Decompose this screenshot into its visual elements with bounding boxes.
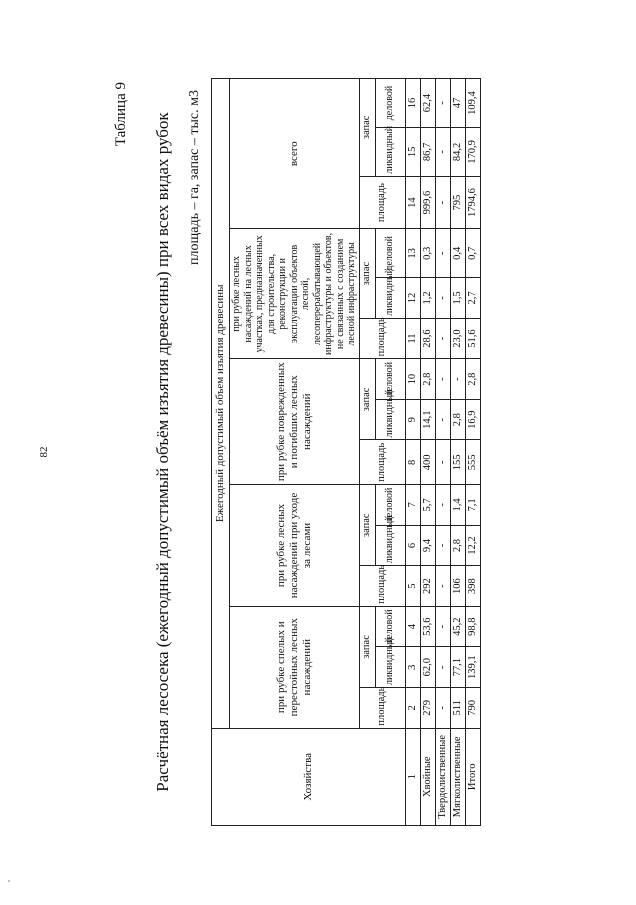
- table-cell: 555: [465, 440, 480, 485]
- table-cell: 279: [420, 688, 435, 729]
- column-number: 2: [405, 688, 420, 729]
- table-cell: -: [435, 606, 450, 647]
- header-group-mature: при рубке спелых и перестойных лесных насаждений: [230, 606, 360, 728]
- table-cell: 16,9: [465, 399, 480, 440]
- column-number: 16: [405, 79, 420, 128]
- table-label: Таблица 9: [113, 82, 129, 147]
- column-number: 6: [405, 525, 420, 566]
- column-number: 8: [405, 440, 420, 485]
- table-cell: 1794,6: [465, 176, 480, 229]
- header-area: площадь: [359, 440, 405, 485]
- table-cell: 2,8: [465, 359, 480, 400]
- table-cell: 2,8: [420, 359, 435, 400]
- column-number: 13: [405, 229, 420, 278]
- table-row: [435, 79, 450, 826]
- table-cell: 51,6: [465, 318, 480, 359]
- table-cell: 170,9: [465, 128, 480, 177]
- table-cell: -: [435, 359, 450, 400]
- table-cell: 53,6: [420, 606, 435, 647]
- header-liquid: ликвидный: [375, 128, 405, 177]
- table-cell: -: [435, 399, 450, 440]
- column-number: 7: [405, 485, 420, 526]
- table-row: [465, 79, 480, 826]
- header-annual-volume: Ежегодный допустимый объем изъятия древесины: [212, 79, 230, 729]
- table-cell: -: [450, 359, 465, 400]
- table-cell: 62,4: [420, 79, 435, 128]
- table-cell: 9,4: [420, 525, 435, 566]
- table-cell: 2,8: [450, 525, 465, 566]
- table-cell: 0,4: [450, 229, 465, 278]
- table-cell: 62,0: [420, 647, 435, 688]
- page-number: 82: [38, 446, 50, 458]
- table-cell: -: [435, 440, 450, 485]
- header-stock: запас: [359, 359, 375, 440]
- header-group-total: всего: [230, 79, 360, 229]
- table-cell: 84,2: [450, 128, 465, 177]
- table-cell: 98,8: [465, 606, 480, 647]
- header-area: площадь: [359, 176, 405, 229]
- table-cell: 511: [450, 688, 465, 729]
- rotated-page-content: [83, 62, 553, 842]
- header-stock: запас: [359, 79, 375, 177]
- table-cell: 77,1: [450, 647, 465, 688]
- table-cell: -: [435, 318, 450, 359]
- table-cell: 45,2: [450, 606, 465, 647]
- header-group-care: при рубке лесных насаждений при уходе за лесами: [230, 485, 360, 607]
- document-title: Расчётная лесосека (ежегодный допустимый объём изъятия древесины) при всех видах рубок: [153, 112, 172, 792]
- table-cell: 5,7: [420, 485, 435, 526]
- table-cell: 0,7: [465, 229, 480, 278]
- header-commercial: деловой: [375, 485, 405, 526]
- table-cell: 109,4: [465, 79, 480, 128]
- table-cell: 106: [450, 566, 465, 607]
- column-number: 12: [405, 278, 420, 319]
- table-cell: 2,7: [465, 278, 480, 319]
- table-cell: 23,0: [450, 318, 465, 359]
- table-cell: 2,8: [450, 399, 465, 440]
- header-group-infrastructure: при рубке лесных насаждений на лесных участках, предназначенных для строительства, реконструкции и эксплуатации объектов лесной, лесоперерабатывающей инфраструктуры и объектов, не связанных с созданием лесной инфраструктуры: [230, 229, 360, 359]
- table-cell: 12,2: [465, 525, 480, 566]
- column-number: 15: [405, 128, 420, 177]
- table-cell: 1,4: [450, 485, 465, 526]
- table-row: [450, 79, 465, 826]
- units-note: площадь – га, запас – тыс. м3: [187, 90, 202, 266]
- table-cell: 1,2: [420, 278, 435, 319]
- table-body: [420, 79, 480, 826]
- table-cell: -: [435, 688, 450, 729]
- header-liquid: ликвидный: [375, 525, 405, 566]
- table-cell: 155: [450, 440, 465, 485]
- table-cell: 86,7: [420, 128, 435, 177]
- table-cell: 28,6: [420, 318, 435, 359]
- table-cell: 400: [420, 440, 435, 485]
- row-label: Хвойные: [420, 728, 435, 825]
- table-cell: -: [435, 79, 450, 128]
- header-commercial: деловой: [375, 606, 405, 647]
- table-cell: -: [435, 278, 450, 319]
- header-area: площадь: [359, 688, 405, 729]
- header-stock: запас: [359, 606, 375, 687]
- table-cell: -: [435, 485, 450, 526]
- table-cell: -: [435, 566, 450, 607]
- header-commercial: деловой: [375, 229, 405, 278]
- table-cell: 999,6: [420, 176, 435, 229]
- row-label: Итого: [465, 728, 480, 825]
- column-number: 10: [405, 359, 420, 400]
- table-row: [420, 79, 435, 826]
- scan-speck: [8, 880, 10, 882]
- header-stock: запас: [359, 485, 375, 566]
- column-number: 3: [405, 647, 420, 688]
- header-area: площадь: [359, 318, 405, 359]
- header-area: площадь: [359, 566, 405, 607]
- table-cell: 7,1: [465, 485, 480, 526]
- table-cell: -: [435, 128, 450, 177]
- column-number: 14: [405, 176, 420, 229]
- table-cell: -: [435, 176, 450, 229]
- table-cell: 790: [465, 688, 480, 729]
- table-cell: 47: [450, 79, 465, 128]
- column-number: 11: [405, 318, 420, 359]
- column-number-row: [405, 79, 420, 826]
- table-cell: 292: [420, 566, 435, 607]
- column-number: 1: [405, 728, 420, 825]
- table-cell: 1,5: [450, 278, 465, 319]
- header-liquid: ликвидный: [375, 399, 405, 440]
- table-cell: -: [435, 525, 450, 566]
- forest-cut-table: [211, 78, 481, 826]
- column-number: 5: [405, 566, 420, 607]
- table-cell: 795: [450, 176, 465, 229]
- header-liquid: ликвидный: [375, 278, 405, 319]
- row-label: Мягколиственные: [450, 728, 465, 825]
- table-cell: 398: [465, 566, 480, 607]
- header-stock: запас: [359, 229, 375, 318]
- table-cell: -: [435, 229, 450, 278]
- header-farms: Хозяйства: [212, 728, 406, 825]
- table-cell: 14,1: [420, 399, 435, 440]
- column-number: 9: [405, 399, 420, 440]
- table-cell: -: [435, 647, 450, 688]
- table-cell: 139,1: [465, 647, 480, 688]
- header-commercial: деловой: [375, 79, 405, 128]
- row-label: Твердолиственные: [435, 728, 450, 825]
- header-group-damaged: при рубке поврежденных и погибших лесных насаждений: [230, 359, 360, 485]
- column-number: 4: [405, 606, 420, 647]
- table-cell: 0,3: [420, 229, 435, 278]
- header-liquid: ликвидный: [375, 647, 405, 688]
- header-commercial: деловой: [375, 359, 405, 400]
